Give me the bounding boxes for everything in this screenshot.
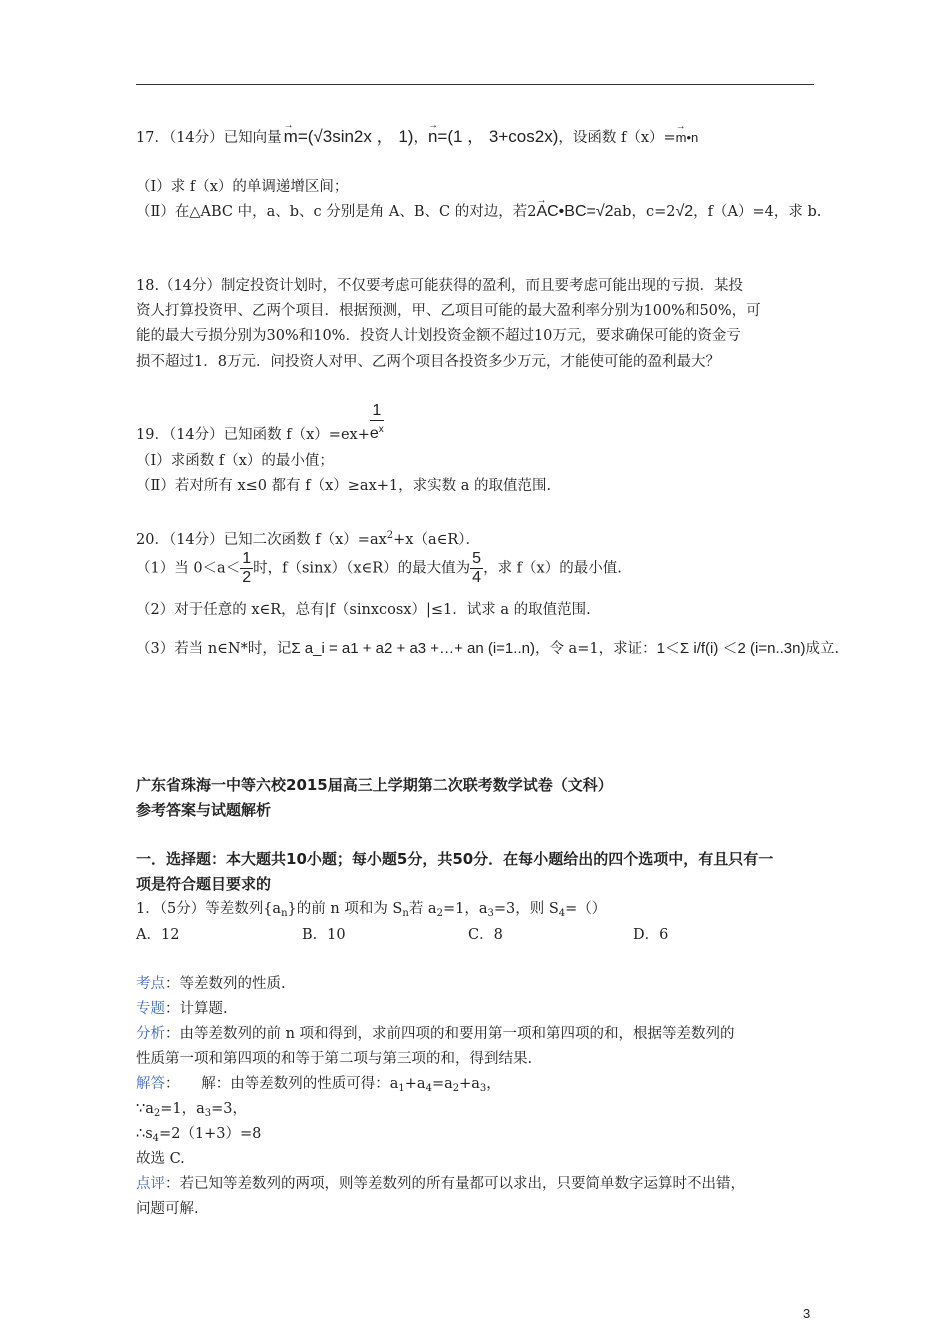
section-heading-1: 一．选择题：本大题共10小题；每小题5分，共50分．在每小题给出的四个选项中，有且只有一 — [136, 850, 774, 868]
vector-m: → m=(√3sin2x ， 1) — [284, 128, 414, 146]
step-1: $\because a_2=1$，$a_3=3$， — [136, 1101, 248, 1119]
answers-subtitle: 参考答案与试题解析 — [136, 801, 272, 819]
q18-line-4: 损不超过1．8万元．问投资人对甲、乙两个项目各投资多少万元，才能使可能的盈利最大？ — [136, 354, 720, 370]
option-d: D．6 — [633, 927, 669, 943]
q18-line-3: 能的最大亏损分别为30%和10%．投资人计划投资金额不超过10万元，要求确保可能的资金亏 — [136, 328, 741, 344]
vector-n: → n=(1 ， 3+cos2x) — [428, 128, 558, 146]
q20-part1: （1）当 0＜a＜ $\frac{1}{2}$ 时，f（sinx）（x∈R）的最大值为 $\frac{5}{4}$ ，求 f（x）的最小值. — [136, 550, 622, 586]
option-c: C．8 — [468, 927, 503, 943]
answers-title: 广东省珠海一中等六校2015届高三上学期第二次联考数学试卷（文科） — [136, 776, 613, 794]
fraction-5-4: $\frac{5}{4}$ — [472, 550, 482, 586]
dianping-2: 问题可解. — [136, 1201, 199, 1217]
option-b: B．10 — [302, 927, 346, 943]
fraction-1-over-ex: $\frac{1}{e^x}$ — [369, 402, 384, 442]
fenxi-1: 分析：由等差数列的前 n 项和得到，求前四项的和要用第一项和第四项的和，根据等差数列的 — [136, 1026, 735, 1042]
option-a: A．12 — [136, 927, 180, 943]
answer-q1: 1．（5分）等差数列$\{a_n\}$的前 n 项和为 $S_n$若 $a_2=1$，$a_3=3$，则 $S_4=()$ — [136, 901, 607, 919]
fenxi-2: 性质第一项和第四项的和等于第二项与第三项的和，得到结果. — [136, 1051, 533, 1067]
sum-expression-1: Σ a_i = a1 + a2 + a3 +…+ an (i=1..n) — [291, 640, 535, 657]
q17-part2: （Ⅱ）在△ABC 中，a、b、c 分别是角 A、B、C 的对边，若2→ AC•BC=√2ab，c=2√2，f（A）=4，求 b. — [136, 203, 821, 221]
q19-part1: （Ⅰ）求函数 f（x）的最小值； — [136, 453, 334, 469]
q17-part1: （Ⅰ）求 f（x）的单调递增区间； — [136, 179, 349, 195]
vector-mn: → m•n — [676, 129, 699, 147]
q20-part2: （2）对于任意的 x∈R，总有|f（sinxcosx）|≤1．试求 a 的取值范围. — [136, 602, 591, 618]
q19-head: 19．（14分）已知函数 f（x）=ex+ $\frac{1}{e^x}$ — [136, 402, 384, 443]
page-number: 3 — [803, 1306, 811, 1321]
q20-part3: （3）若当 n∈N*时，记Σ a_i = a1 + a2 + a3 +…+ an (i=1..n)，令 a=1，求证：1＜Σ i/f(i) ＜2 (i=n..3n)成立. — [136, 640, 840, 657]
dianping-1: 点评：若已知等差数列的两项，则等差数列的所有量都可以求出，只要简单数字运算时不出错， — [136, 1176, 745, 1192]
step-3: 故选 C. — [136, 1151, 185, 1167]
section-heading-2: 项是符合题目要求的 — [136, 875, 272, 893]
fraction-1-2: $\frac{1}{2}$ — [242, 550, 252, 586]
step-2: $\therefore s_4=2(1+3)=8$ — [136, 1126, 262, 1144]
kaodian: 考点：等差数列的性质. — [136, 976, 286, 992]
header-rule — [136, 84, 814, 85]
q20-head: 20．（14分）已知二次函数 $f(x)=ax^2+x(a\in R)$． — [136, 530, 481, 548]
q18-line-1: 18.（14分）制定投资计划时，不仅要考虑可能获得的盈利，而且要考虑可能出现的亏损．某投 — [136, 278, 744, 294]
q17-line: 17．（14分）已知向量→ m=(√3sin2x ， 1)，→ n=(1 ， 3+cos2x)，设函数 f（x）=→ m•n — [136, 128, 698, 147]
q18-line-2: 资人打算投资甲、乙两个项目．根据预测，甲、乙项目可能的最大盈利率分别为100%和50%，可 — [136, 303, 761, 319]
vector-ac-bc: → AC•BC=√2 — [536, 203, 613, 221]
zhuanti: 专题：计算题. — [136, 1001, 228, 1017]
q19-part2: （Ⅱ）若对所有 x≤0 都有 f（x）≥ax+1，求实数 a 的取值范围. — [136, 478, 552, 494]
sum-expression-2: 1＜Σ i/f(i) ＜2 (i=n..3n) — [656, 640, 806, 657]
jieda: 解答： 解：由等差数列的性质可得：$a_1+a_4=a_2+a_3$， — [136, 1076, 501, 1094]
